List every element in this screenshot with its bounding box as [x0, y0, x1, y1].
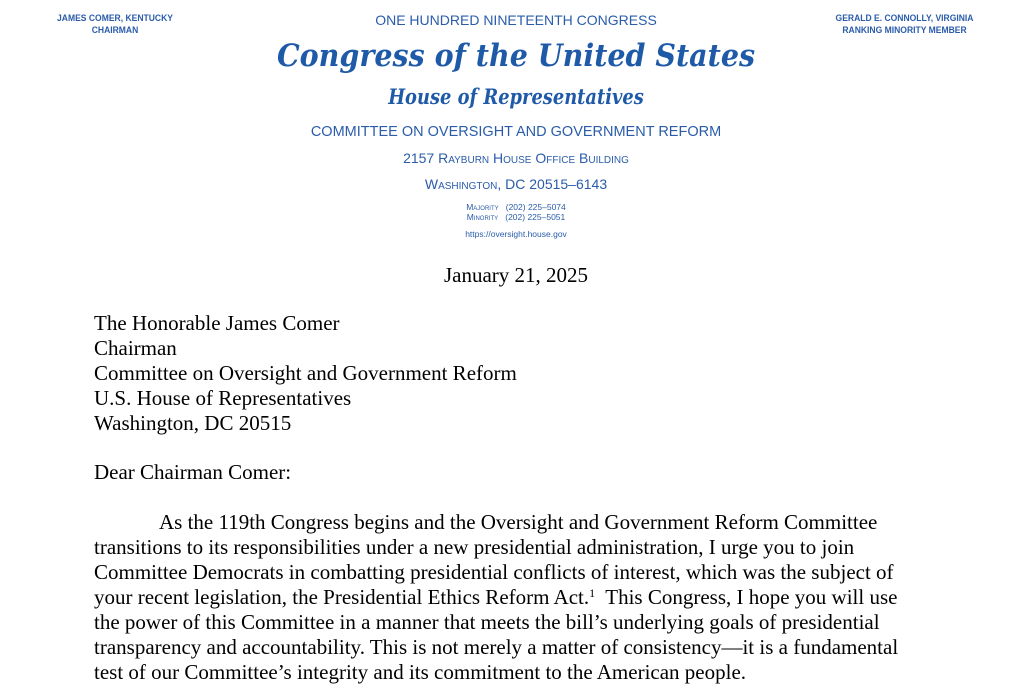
chairman-name: JAMES COMER, KENTUCKY: [57, 13, 173, 24]
congress-number: ONE HUNDRED NINETEENTH CONGRESS: [375, 12, 657, 28]
recipient-line: U.S. House of Representatives: [94, 386, 352, 410]
recipient-line: The Honorable James Comer: [94, 311, 340, 335]
majority-phone-row: [0, 202, 1032, 212]
ranking-member-name: GERALD E. CONNOLLY, VIRGINIA: [835, 13, 974, 24]
recipient-line: Chairman: [94, 336, 177, 360]
body-line-text: your recent legislation, the Presidential Ethics Reform Act.: [94, 585, 590, 609]
body-line: test of our Committee’s integrity and its commitment to the American people.: [94, 660, 747, 684]
minority-phone-row: [0, 212, 1032, 222]
office-city: Washington, DC 20515–6143: [424, 176, 608, 192]
recipient-line: Washington, DC 20515: [94, 411, 292, 435]
committee-name: COMMITTEE ON OVERSIGHT AND GOVERNMENT REFORM: [310, 124, 722, 140]
majority-phone: (202) 225–5074: [505, 202, 566, 212]
body-line: transitions to its responsibilities under a new presidential administration, I urge you to join: [94, 535, 855, 559]
office-address: 2157 Rayburn House Office Building: [403, 150, 629, 166]
majority-label: Majority: [466, 202, 499, 212]
salutation: Dear Chairman Comer:: [94, 460, 292, 484]
footnote-reference[interactable]: 1: [589, 586, 596, 600]
body-line: transparency and accountability. This is not merely a matter of consistency—it is a fundamental: [94, 635, 899, 659]
chairman-title: CHAIRMAN: [91, 25, 139, 36]
body-line: [94, 585, 897, 610]
body-line: the power of this Committee in a manner that meets the bill’s underlying goals of presidential: [94, 610, 880, 634]
letterhead-title: Congress of the United States: [276, 38, 756, 74]
body-line: As the 119th Congress begins and the Oversight and Government Reform Committee: [159, 510, 878, 534]
letter-date: January 21, 2025: [443, 263, 589, 287]
minority-label: Minority: [466, 212, 499, 222]
body-line: Committee Democrats in combatting presidential conflicts of interest, which was the subject of: [94, 560, 894, 584]
letterhead-subtitle: House of Representatives: [388, 84, 644, 109]
minority-phone: (202) 225–5051: [505, 212, 566, 222]
ranking-member-title: RANKING MINORITY MEMBER: [842, 25, 967, 36]
website-link[interactable]: https://oversight.house.gov: [465, 229, 567, 239]
recipient-line: Committee on Oversight and Government Reform: [94, 361, 517, 385]
body-line-text: This Congress, I hope you will use: [595, 585, 898, 609]
